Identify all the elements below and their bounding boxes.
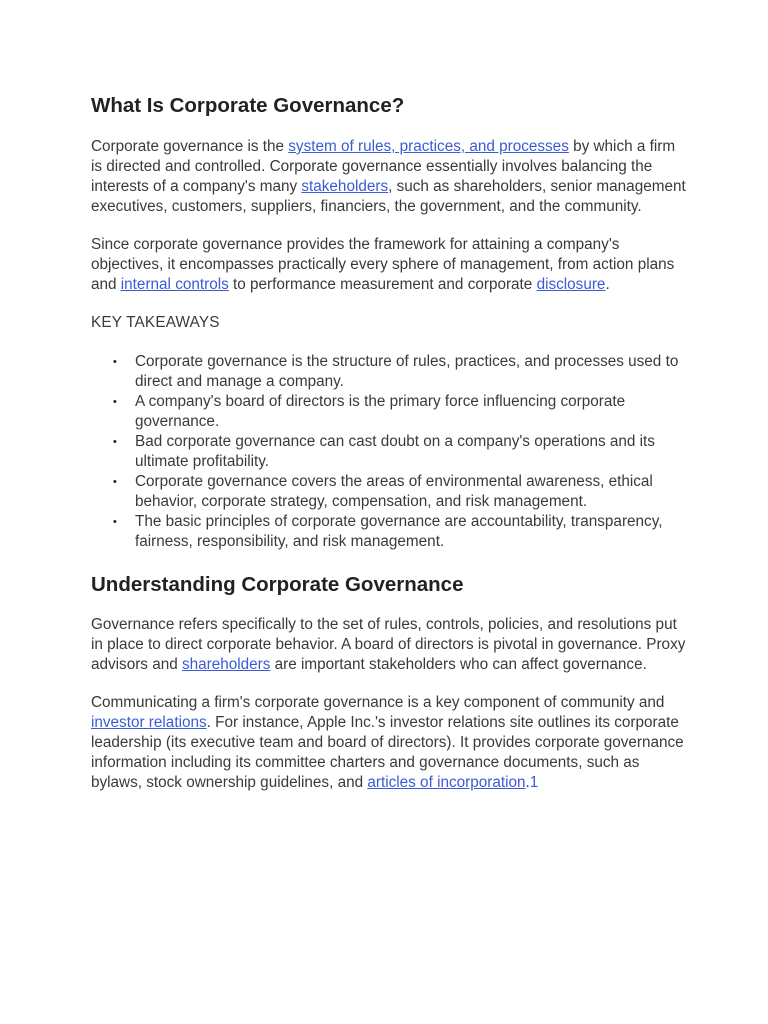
- key-takeaways-list: [91, 352, 688, 552]
- key-takeaways-label: KEY TAKEAWAYS: [91, 314, 220, 331]
- text-segment: Communicating a firm's corporate governance is a key component of community and: [91, 694, 665, 711]
- text-segment: Since corporate governance provides the framework for attaining a company's objectives, it encompasses practically every sphere of management, from action plans and: [91, 236, 675, 293]
- bullet-icon: •: [113, 476, 117, 488]
- text-segment: .: [605, 276, 610, 293]
- list-item: [113, 432, 688, 472]
- governance-paragraph: [91, 615, 688, 675]
- link-articles-of-incorporation[interactable]: articles of incorporation: [367, 774, 526, 791]
- text-segment: to performance measurement and corporate: [228, 276, 537, 293]
- takeaway-text: The basic principles of corporate governance are accountability, transparency, fairness, responsibility, and risk management.: [135, 513, 663, 550]
- list-item: [113, 352, 688, 392]
- framework-paragraph: [91, 235, 688, 295]
- bullet-icon: •: [113, 516, 117, 528]
- link-system-of-rules[interactable]: system of rules, practices, and processes: [288, 138, 569, 155]
- heading-what-is-corporate-governance: What Is Corporate Governance?: [91, 94, 405, 117]
- text-segment: by which a firm is directed and controlled. Corporate governance essentially involves balancing the interests of a company's many: [91, 138, 676, 195]
- footnote-marker[interactable]: 1: [529, 774, 539, 791]
- list-item: [113, 392, 688, 432]
- text-segment: .: [525, 774, 530, 791]
- text-segment: Governance refers specifically to the set of rules, controls, policies, and resolutions put in place to direct corporate behavior. A board of directors is pivotal in governance. Proxy advisors and: [91, 616, 686, 673]
- link-disclosure[interactable]: disclosure: [536, 276, 606, 293]
- link-investor-relations[interactable]: investor relations: [91, 714, 207, 731]
- link-internal-controls[interactable]: internal controls: [120, 276, 229, 293]
- intro-paragraph: [91, 137, 688, 217]
- text-segment: Corporate governance is the: [91, 138, 289, 155]
- takeaway-text: Bad corporate governance can cast doubt on a company's operations and its ultimate profitability.: [135, 433, 655, 470]
- takeaway-text: A company's board of directors is the primary force influencing corporate governance.: [135, 393, 626, 430]
- bullet-icon: •: [113, 436, 117, 448]
- list-item: [113, 472, 688, 512]
- takeaway-text: Corporate governance covers the areas of environmental awareness, ethical behavior, corporate strategy, compensation, and risk management.: [135, 473, 653, 510]
- heading-understanding-corporate-governance: Understanding Corporate Governance: [91, 573, 464, 596]
- communicating-paragraph: [91, 693, 688, 793]
- text-segment: are important stakeholders who can affect governance.: [270, 656, 647, 673]
- text-segment: . For instance, Apple Inc.'s investor relations site outlines its corporate leadership (its executive team and board of directors). It provides corporate governance information including its committee charters and governance documents, such as bylaws, stock ownership guidelines, and: [91, 714, 684, 791]
- link-stakeholders[interactable]: stakeholders: [301, 178, 389, 195]
- takeaway-text: Corporate governance is the structure of rules, practices, and processes used to direct and manage a company.: [135, 353, 679, 390]
- bullet-icon: •: [113, 356, 117, 368]
- bullet-icon: •: [113, 396, 117, 408]
- link-shareholders[interactable]: shareholders: [181, 656, 271, 673]
- list-item: [113, 512, 688, 552]
- text-segment: , such as shareholders, senior management executives, customers, suppliers, financiers, the government, and the community.: [91, 178, 686, 215]
